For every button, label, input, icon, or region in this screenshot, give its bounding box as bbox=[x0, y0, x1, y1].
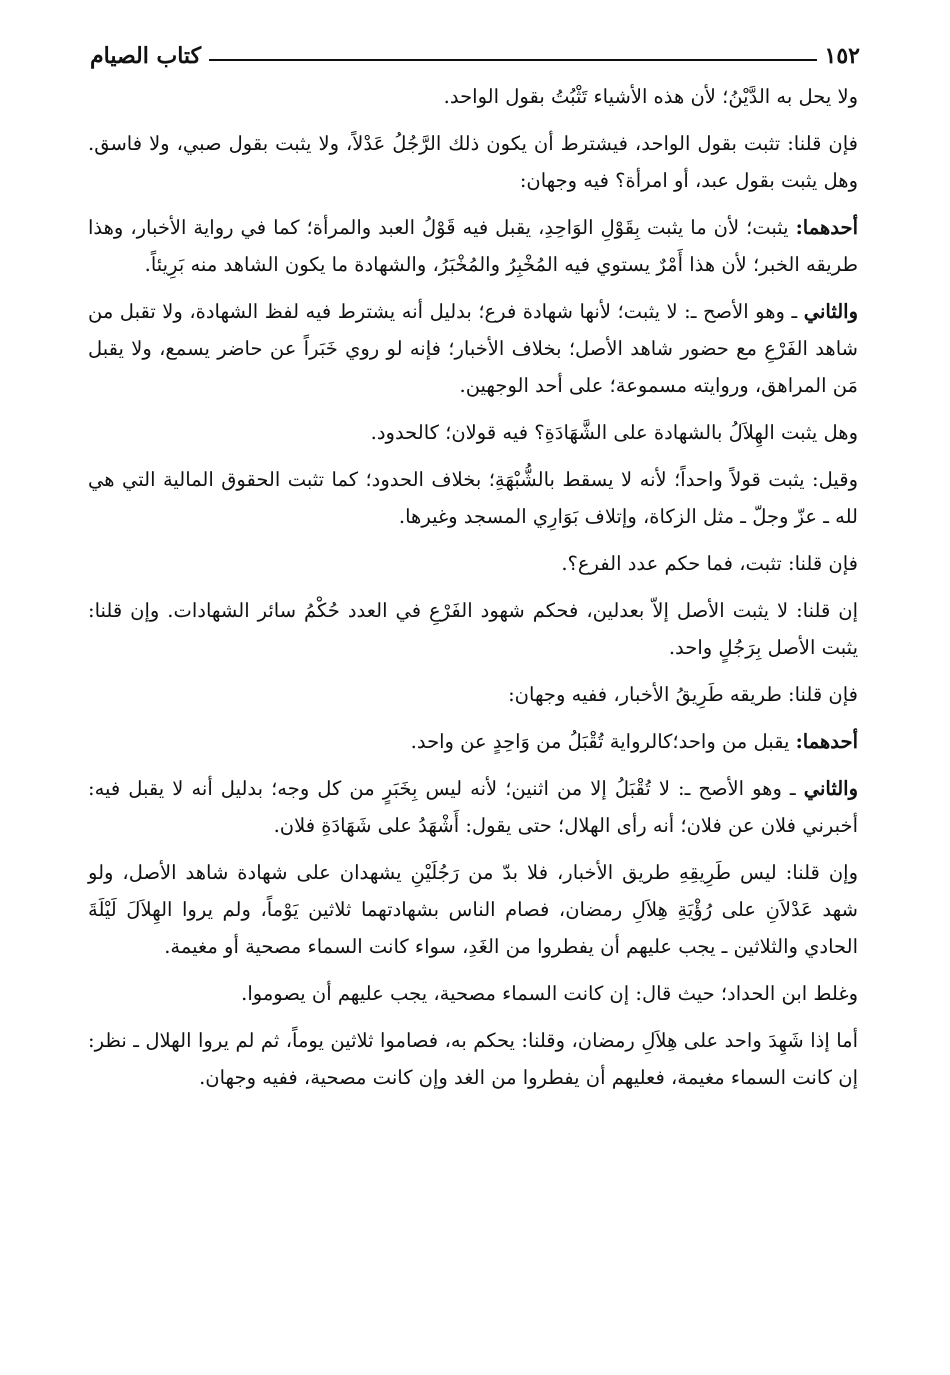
paragraph-lead: والثاني bbox=[803, 300, 858, 323]
paragraph bbox=[88, 125, 858, 199]
header-rule bbox=[209, 59, 817, 61]
paragraph-lead: والثاني bbox=[803, 777, 858, 800]
paragraph-text: فإن قلنا: تثبت، فما حكم عدد الفرع؟. bbox=[561, 552, 858, 575]
page-number: ١٥٢ bbox=[824, 43, 860, 69]
paragraph-text: فإن قلنا: تثبت بقول الواحد، فيشترط أن يكون ذلك الرَّجُلُ عَدْلاً، ولا يثبت بقول صبي، ولا فاسق. وهل يثبت بقول عبد، أو امرأة؟ فيه وجهان: bbox=[88, 132, 858, 192]
paragraph bbox=[88, 209, 858, 283]
page-body bbox=[88, 78, 858, 1106]
paragraph bbox=[88, 592, 858, 666]
chapter-title: كتاب الصيام bbox=[90, 43, 202, 69]
paragraph bbox=[88, 975, 858, 1012]
paragraph-text: وإن قلنا: ليس طَرِيقِهِ طريق الأخبار، فلا بدّ من رَجُلَيْنِ يشهدان على شهادة شاهد الأصل، ولو شهد عَدْلاَنِ على رُؤْيَةِ هِلاَلِ رمضان، فصام الناس بشهادتهما ثلاثين يَوْماً، ولم يروا الهِلاَلَ لَيْلَةَ الحادي والثلاثين ـ يجب عليهم أن يفطروا من الغَدِ، سواء كانت السماء مصحية أو مغيمة. bbox=[88, 861, 858, 958]
paragraph bbox=[88, 545, 858, 582]
paragraph-text: إن قلنا: لا يثبت الأصل إلاّ بعدلين، فحكم شهود الفَرْعِ في العدد حُكْمُ سائر الشهادات. وإن قلنا: يثبت الأصل بِرَجُلٍ واحد. bbox=[88, 599, 858, 659]
paragraph-text: ـ وهو الأصح ـ: لا يثبت؛ لأنها شهادة فرع؛ بدليل أنه يشترط فيه لفظ الشهادة، ولا تقبل من شاهد الفَرْعِ مع حضور شاهد الأصل؛ بخلاف الأخبار؛ فإنه لو روي خَبَراً عن حاضر يسمع، ولا يقبل مَن المراهق، وروايته مسموعة؛ على أحد الوجهين. bbox=[88, 300, 858, 397]
paragraph bbox=[88, 854, 858, 965]
paragraph bbox=[88, 723, 858, 760]
paragraph-lead: أحدهما: bbox=[795, 216, 858, 239]
paragraph-lead: أحدهما: bbox=[795, 730, 858, 753]
page-header bbox=[90, 40, 860, 72]
paragraph-text: فإن قلنا: طريقه طَرِيقُ الأخبار، ففيه وجهان: bbox=[508, 683, 858, 706]
paragraph-text: يثبت؛ لأن ما يثبت بِقَوْلِ الوَاحِدِ، يقبل فيه قَوْلُ العبد والمرأة؛ كما في رواية الأخبار، وهذا طريقه الخبر؛ لأن هذا أَمْرٌ يستوي فيه المُخْبِرُ والمُخْبَرُ، والشهادة ما يكون الشاهد منه بَرِيئاً. bbox=[88, 216, 858, 276]
paragraph-text: ـ وهو الأصح ـ: لا تُقْبَلُ إلا من اثنين؛ لأنه ليس بِخَبَرٍ من كل وجه؛ بدليل أنه لا يقبل فيه: أخبرني فلان عن فلان؛ أنه رأى الهلال؛ حتى يقول: أَشْهَدُ على شَهَادَةِ فلان. bbox=[88, 777, 858, 837]
paragraph-text: أما إذا شَهِدَ واحد على هِلاَلِ رمضان، وقلنا: يحكم به، فصاموا ثلاثين يوماً، ثم لم يروا الهلال ـ نظر: إن كانت السماء مغيمة، فعليهم أن يفطروا من الغد وإن كانت مصحية، ففيه وجهان. bbox=[88, 1029, 858, 1089]
paragraph bbox=[88, 78, 858, 115]
paragraph-text: وهل يثبت الهِلاَلُ بالشهادة على الشَّهَادَةِ؟ فيه قولان؛ كالحدود. bbox=[370, 421, 858, 444]
paragraph-text: يقبل من واحد؛كالرواية تُقْبَلُ من وَاحِدٍ عن واحد. bbox=[410, 730, 796, 753]
paragraph-text: ولا يحل به الدَّيْنُ؛ لأن هذه الأشياء تَثْبُتُ بقول الواحد. bbox=[443, 85, 858, 108]
paragraph bbox=[88, 414, 858, 451]
paragraph-text: وغلط ابن الحداد؛ حيث قال: إن كانت السماء مصحية، يجب عليهم أن يصوموا. bbox=[241, 982, 858, 1005]
paragraph bbox=[88, 461, 858, 535]
paragraph bbox=[88, 293, 858, 404]
paragraph bbox=[88, 1022, 858, 1096]
paragraph-text: وقيل: يثبت قولاً واحداً؛ لأنه لا يسقط بالشُّبْهَةِ؛ بخلاف الحدود؛ كما تثبت الحقوق المالية التي هي لله ـ عزّ وجلّ ـ مثل الزكاة، وإتلاف بَوَارِي المسجد وغيرها. bbox=[88, 468, 858, 528]
paragraph bbox=[88, 676, 858, 713]
paragraph bbox=[88, 770, 858, 844]
